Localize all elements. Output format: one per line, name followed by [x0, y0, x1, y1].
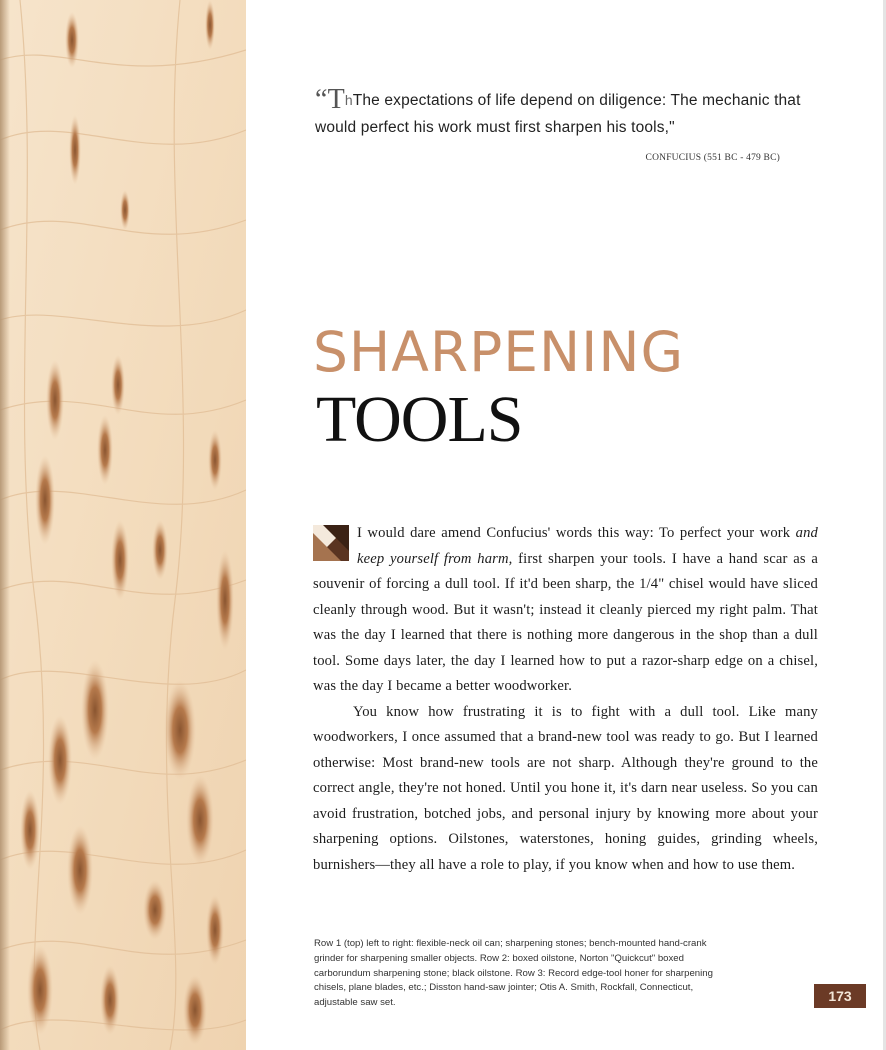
body-p1-rest: first sharpen your tools. I have a hand scar as a souvenir of forcing a dull tool. If it'd been sharp, the 1/4" chisel would have sliced cleanly through wood. But it wasn't; instead it cleanly pierced my right palm. That was the day I learned that there is nothing more dangerous in the shop than a dull tool. Some days later, the day I learned how to put a razor-sharp edge on a chisel, was the day I became a better woodworker. — [313, 550, 818, 694]
photo-caption: Row 1 (top) left to right: flexible-neck oil can; sharpening stones; bench-mounted hand-crank grinder for sharpening smaller objects. Row 2: boxed oilstone, Norton "Quickcut" boxed carborundum sharpening stone; black oilstone. Row 3: Record edge-tool honer for sharpening chisels, plane blades, etc.; Disston hand-saw jointer; Otis A. Smith, Rockfall, Connecticut, adjustable saw set. — [314, 938, 713, 1009]
epigraph-quote — [315, 86, 815, 141]
body-paragraph-2: You know how frustrating it is to fight with a dull tool. Like many woodworkers, I once assumed that a brand-new tool was ready to go. But I learned otherwise: Most brand-new tools are not sharp. Although they're ground to the correct angle, they're not honed. Until you hone it, it's darn near useless. So you can avoid frustration, botched jobs, and personal injury by knowing more about your sharpening options. Oilstones, waterstones, honing guides, grinding wheels, burnishers—they all have a role to play, if you know when and how to use them. — [313, 703, 818, 873]
quote-attribution: CONFUCIUS (551 BC - 479 BC) — [645, 153, 780, 163]
book-gutter-shadow — [0, 0, 10, 1050]
page-number-badge: 173 — [814, 984, 866, 1008]
chapter-title-line1: SHARPENING — [313, 320, 685, 384]
paragraph-ornament-icon — [313, 525, 349, 561]
quote-text: The expectations of life depend on diligence: The mechanic that would perfect his work must first sharpen his tools," — [315, 92, 801, 136]
chapter-title-line2: TOOLS — [316, 383, 523, 456]
quote-dropcap: “T — [315, 84, 345, 115]
burl-wood-photo — [0, 0, 246, 1050]
quote-dropcap-small: h — [344, 92, 353, 108]
chapter-body — [313, 521, 818, 878]
body-paragraph-1 — [313, 521, 818, 700]
body-p1-lead: I would dare amend Confucius' words this way: To perfect your work — [357, 525, 796, 541]
body-p1-italic: and keep yourself from harm, — [357, 525, 818, 567]
